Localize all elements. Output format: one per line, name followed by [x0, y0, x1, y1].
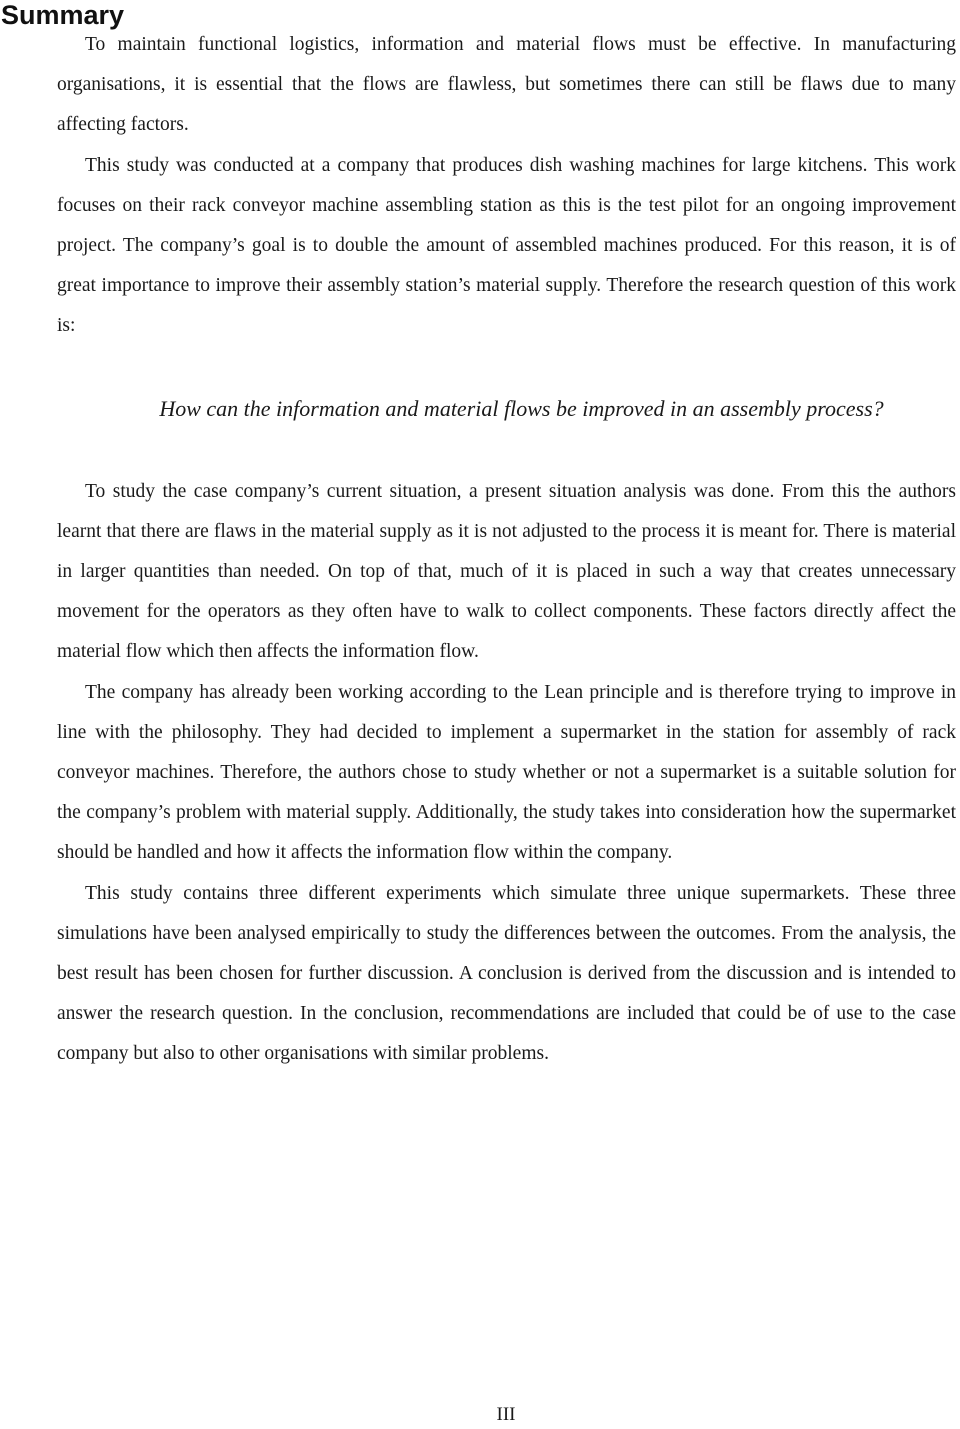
- page-number: III: [496, 1404, 516, 1425]
- paragraph-study-context: This study was conducted at a company that produces dish washing machines for large kitchens. This work focuses on their rack conveyor machine assembling station as this is the test pilot for an ongoing improvement project. The company’s goal is to double the amount of assembled machines produced. For this reason, it is of great importance to improve their assembly station’s material supply. Therefore the research question of this work is:: [57, 154, 956, 337]
- research-question: How can the information and material flows be improved in an assembly process?: [159, 395, 884, 421]
- paragraph-present-situation: To study the case company’s current situation, a present situation analysis was done. From this the authors learnt that there are flaws in the material supply as it is not adjusted to the process it is meant for. There is material in larger quantities than needed. On top of that, much of it is placed in such a way that creates unnecessary movement for the operators as they often have to walk to collect components. These factors directly affect the material flow which then affects the information flow.: [57, 480, 956, 663]
- paragraph-experiments: This study contains three different experiments which simulate three unique supermarkets. These three simulations have been analysed empirically to study the differences between the outcomes. From the analysis, the best result has been chosen for further discussion. A conclusion is derived from the discussion and is intended to answer the research question. In the conclusion, recommendations are included that could be of use to the case company but also to other organisations with similar problems.: [57, 882, 956, 1065]
- paragraph-lean-principle: The company has already been working according to the Lean principle and is therefore trying to improve in line with the philosophy. They had decided to implement a supermarket in the station for assembly of rack conveyor machines. Therefore, the authors chose to study whether or not a supermarket is a suitable solution for the company’s problem with material supply. Additionally, the study takes into consideration how the supermarket should be handled and how it affects the information flow within the company.: [57, 681, 956, 864]
- section-heading: Summary: [1, 0, 125, 30]
- paragraph-intro: To maintain functional logistics, information and material flows must be effective. In manufacturing organisations, it is essential that the flows are flawless, but sometimes there can still be flaws due to many affecting factors.: [57, 34, 956, 136]
- summary-body: [57, 25, 956, 1075]
